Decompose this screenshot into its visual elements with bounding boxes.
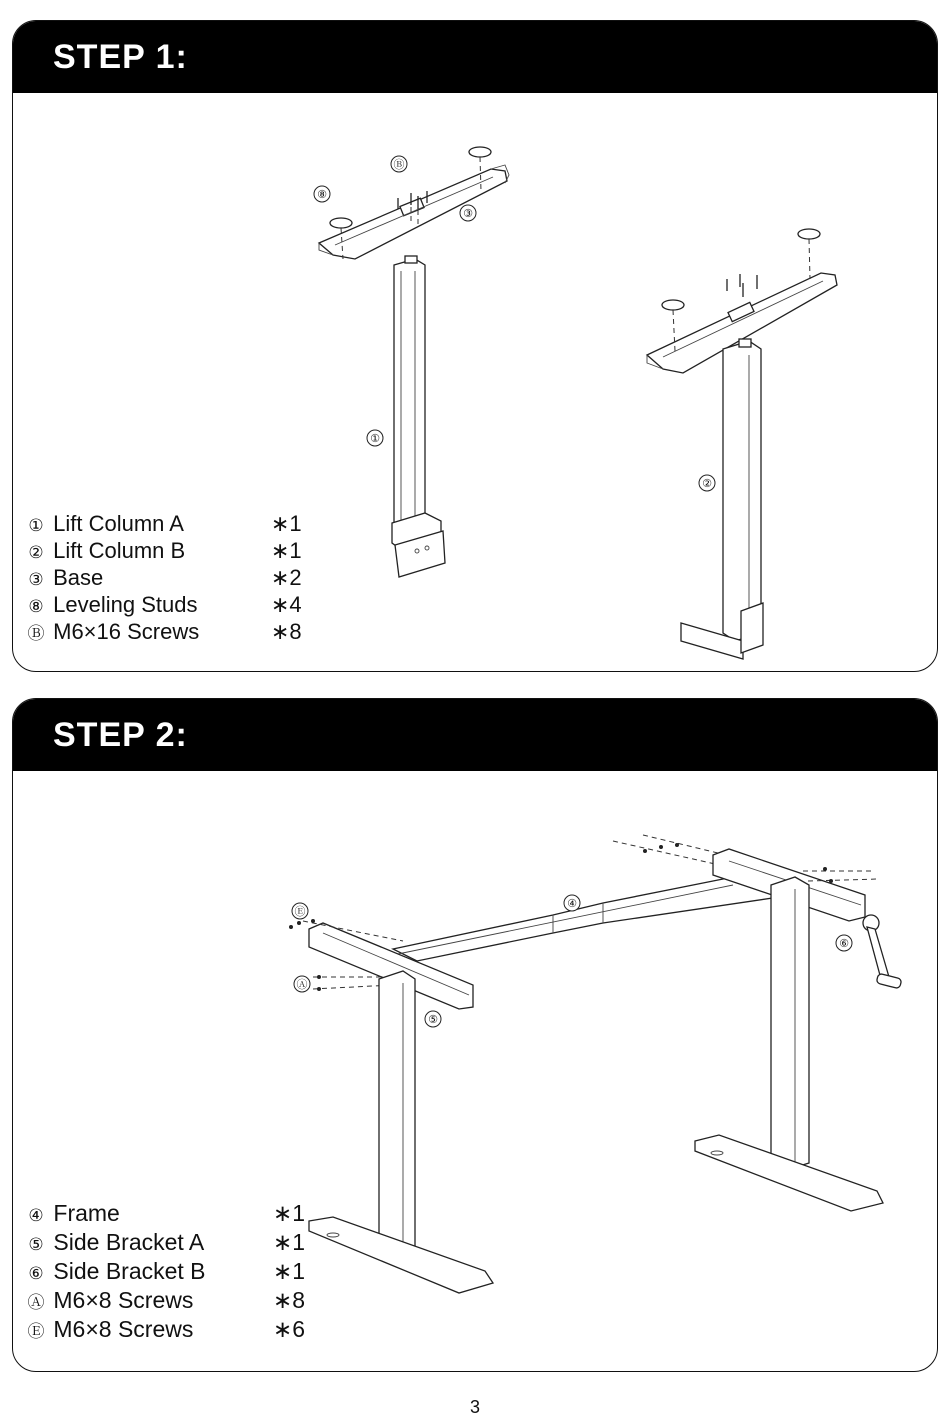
part-number: ① — [28, 516, 44, 535]
part-number: Ⓐ — [27, 1293, 45, 1312]
step-2-header — [13, 699, 937, 771]
part-quantity: ∗8 — [273, 1287, 306, 1313]
parts-list-item — [25, 564, 302, 591]
callout-screws-e — [292, 903, 308, 919]
part-quantity: ∗4 — [271, 592, 302, 617]
callout-base — [460, 205, 476, 221]
parts-list-item — [25, 591, 302, 618]
parts-list-item — [25, 1257, 306, 1286]
callout-side-bracket-b — [836, 935, 852, 951]
callout-lift-column-a — [367, 430, 383, 446]
step-2-title: STEP 2: — [53, 716, 188, 754]
part-number: ② — [28, 543, 44, 562]
part-name: M6×8 Screws — [53, 1316, 194, 1342]
part-name: Frame — [53, 1200, 120, 1226]
svg-text:⑧: ⑧ — [317, 188, 327, 201]
part-name: Lift Column B — [53, 538, 186, 563]
svg-text:⑤: ⑤ — [428, 1013, 438, 1026]
parts-list-item — [25, 1315, 306, 1344]
screws-illustration — [727, 274, 757, 297]
parts-list-item — [25, 1228, 306, 1257]
parts-list-item — [25, 1286, 306, 1315]
step-1-title: STEP 1: — [53, 38, 188, 76]
part-number: ④ — [28, 1206, 44, 1225]
svg-text:②: ② — [702, 477, 712, 490]
part-quantity: ∗6 — [273, 1316, 306, 1342]
svg-text:③: ③ — [463, 207, 473, 220]
step-1-parts-list — [25, 510, 302, 645]
callout-screws-b — [391, 156, 407, 172]
step-1-panel — [12, 20, 938, 672]
part-quantity: ∗2 — [271, 565, 302, 590]
svg-text:Ⓔ: Ⓔ — [294, 905, 306, 918]
part-name: M6×8 Screws — [53, 1287, 194, 1313]
callout-side-bracket-a — [425, 1011, 441, 1027]
parts-list-item — [25, 618, 302, 645]
part-quantity: ∗1 — [273, 1200, 306, 1226]
part-name: M6×16 Screws — [53, 619, 200, 644]
lift-column-a-illustration — [392, 256, 445, 577]
step-1-header — [13, 21, 937, 93]
svg-text:④: ④ — [567, 897, 577, 910]
part-quantity: ∗1 — [273, 1229, 306, 1255]
part-number: ⑥ — [28, 1264, 44, 1283]
part-name: Leveling Studs — [53, 592, 198, 617]
part-name: Side Bracket B — [53, 1258, 206, 1284]
part-number: Ⓔ — [27, 1322, 45, 1341]
part-name: Side Bracket A — [53, 1229, 205, 1255]
svg-text:Ⓑ: Ⓑ — [393, 158, 405, 171]
lift-column-b-illustration — [681, 339, 763, 659]
left-leg-illustration — [309, 971, 493, 1293]
part-number: ③ — [28, 570, 44, 589]
part-number: ⑤ — [28, 1235, 44, 1254]
callout-screws-a — [294, 976, 310, 992]
svg-text:⑥: ⑥ — [839, 937, 849, 950]
parts-list-item — [25, 510, 302, 537]
svg-text:Ⓐ: Ⓐ — [296, 978, 308, 991]
part-quantity: ∗8 — [271, 619, 302, 644]
svg-text:①: ① — [370, 432, 380, 445]
page-number: 3 — [469, 1397, 480, 1417]
right-leg-illustration — [695, 877, 883, 1211]
step-2-panel — [12, 698, 938, 1372]
step-2-parts-list — [25, 1199, 306, 1344]
part-number: Ⓑ — [27, 624, 45, 643]
parts-list-item — [25, 1199, 306, 1228]
part-quantity: ∗1 — [271, 511, 302, 536]
part-quantity: ∗1 — [271, 538, 302, 563]
callout-lift-column-b — [699, 475, 715, 491]
part-name: Lift Column A — [53, 511, 184, 536]
callout-frame — [564, 895, 580, 911]
callout-leveling-studs — [314, 186, 330, 202]
parts-list-item — [25, 537, 302, 564]
part-name: Base — [53, 565, 104, 590]
part-quantity: ∗1 — [273, 1258, 306, 1284]
hand-crank-illustration — [863, 915, 902, 989]
part-number: ⑧ — [28, 597, 44, 616]
